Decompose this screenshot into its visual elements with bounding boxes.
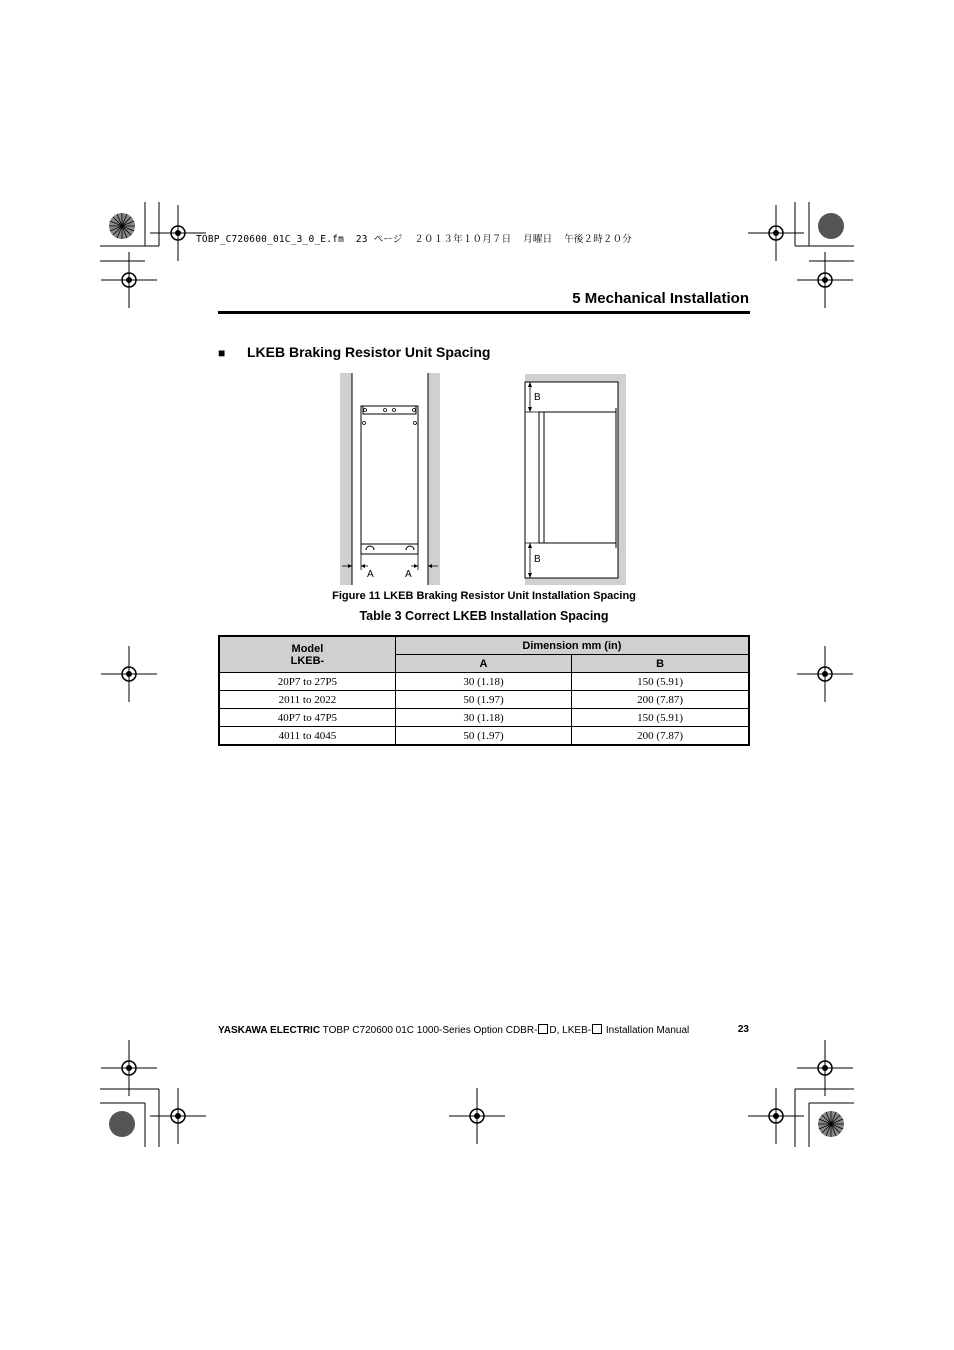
installation-spacing-figure xyxy=(330,368,630,590)
cell-a: 30 (1.18) xyxy=(395,709,571,727)
cell-a: 50 (1.97) xyxy=(395,691,571,709)
cell-model: 40P7 to 47P5 xyxy=(219,709,395,727)
cell-b: 200 (7.87) xyxy=(572,691,749,709)
table-row xyxy=(219,691,749,709)
footer-title-part3: Installation Manual xyxy=(603,1025,690,1036)
left-wall xyxy=(340,373,352,585)
registration-mark xyxy=(797,646,853,702)
registration-mark xyxy=(101,1040,157,1096)
registration-mark xyxy=(748,1088,804,1144)
halftone-target xyxy=(109,1111,135,1137)
subsection-heading: LKEB Braking Resistor Unit Spacing xyxy=(247,344,491,360)
section-rule xyxy=(218,311,750,314)
table-caption: Table 3 Correct LKEB Installation Spacing xyxy=(359,609,609,623)
label-b-bottom: B xyxy=(534,554,541,565)
table-row xyxy=(219,727,749,746)
registration-mark xyxy=(748,205,804,261)
placeholder-box-icon xyxy=(592,1024,602,1034)
footer-title-part2: D, LKEB- xyxy=(549,1025,592,1036)
page-footer xyxy=(218,1024,689,1036)
registration-mark xyxy=(797,252,853,308)
footer-title-part1: TOBP C720600 01C 1000-Series Option CDBR- xyxy=(320,1025,538,1036)
cell-model: 20P7 to 27P5 xyxy=(219,673,395,691)
page-number: 23 xyxy=(737,1024,749,1035)
label-b-top: B xyxy=(534,392,541,403)
dimension-a xyxy=(342,554,438,570)
header-col-a: A xyxy=(395,655,571,673)
resistor-unit-side xyxy=(539,408,616,548)
footer-brand: YASKAWA ELECTRIC xyxy=(218,1025,321,1036)
label-a-left: A xyxy=(367,569,374,580)
header-model-line2: LKEB- xyxy=(290,654,325,667)
cell-b: 150 (5.91) xyxy=(572,673,749,691)
registration-mark xyxy=(101,646,157,702)
cell-a: 50 (1.97) xyxy=(395,727,571,746)
starburst-target xyxy=(818,1111,844,1137)
header-model-line1: Model xyxy=(291,642,324,655)
cell-a: 30 (1.18) xyxy=(395,673,571,691)
resistor-unit-front xyxy=(361,406,418,554)
table-row xyxy=(219,709,749,727)
spacing-table xyxy=(218,635,750,746)
right-wall xyxy=(428,373,440,585)
cell-model: 2011 to 2022 xyxy=(219,691,395,709)
starburst-target xyxy=(109,213,135,239)
cell-b: 150 (5.91) xyxy=(572,709,749,727)
cell-b: 200 (7.87) xyxy=(572,727,749,746)
registration-mark xyxy=(449,1088,505,1144)
registration-mark xyxy=(797,1040,853,1096)
halftone-target xyxy=(818,213,844,239)
table-row xyxy=(219,673,749,691)
print-slug-header: TOBP_C720600_01C_3_0_E.fm 23 ページ ２０１３年１０月７日 月曜日 午後２時２０分 xyxy=(196,234,633,245)
header-model xyxy=(219,636,395,673)
registration-mark xyxy=(150,1088,206,1144)
placeholder-box-icon xyxy=(538,1024,548,1034)
header-dimension: Dimension mm (in) xyxy=(395,636,749,655)
label-a-right: A xyxy=(405,569,412,580)
heading-bullet: ■ xyxy=(218,346,226,360)
registration-mark xyxy=(101,252,157,308)
section-title: 5 Mechanical Installation xyxy=(572,290,749,307)
header-col-b: B xyxy=(572,655,749,673)
cell-model: 4011 to 4045 xyxy=(219,727,395,746)
figure-caption: Figure 11 LKEB Braking Resistor Unit Installation Spacing xyxy=(332,590,636,602)
